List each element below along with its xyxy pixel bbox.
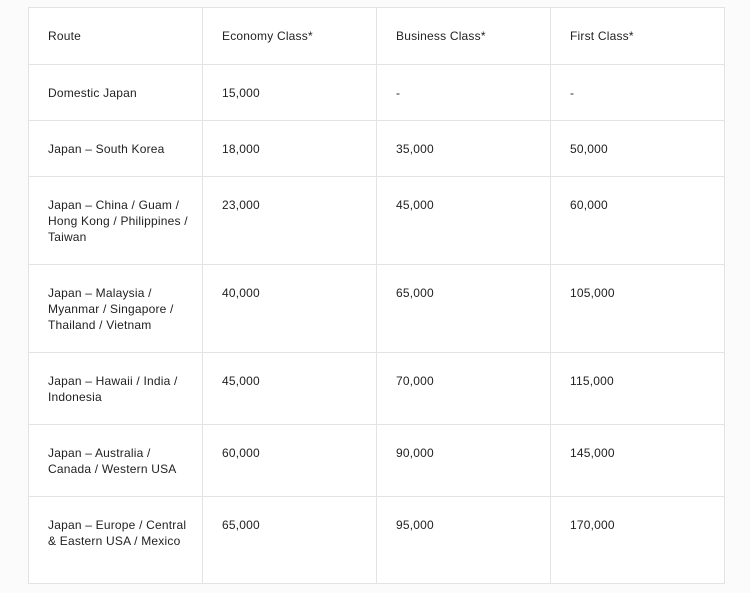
table-row (29, 265, 725, 353)
table-row (29, 65, 725, 121)
route-cell: Japan – Australia / Canada / Western USA (29, 425, 203, 497)
route-cell: Japan – South Korea (29, 121, 203, 177)
award-chart-table (28, 7, 725, 584)
header-economy-class: Economy Class* (203, 8, 377, 65)
route-cell: Japan – Europe / Central & Eastern USA / Mexico (29, 497, 203, 584)
table-row (29, 353, 725, 425)
route-cell: Japan – China / Guam / Hong Kong / Philippines / Taiwan (29, 177, 203, 265)
business-cell: - (377, 65, 551, 121)
economy-cell: 15,000 (203, 65, 377, 121)
first-cell: 60,000 (551, 177, 725, 265)
table-header-row (29, 8, 725, 65)
economy-cell: 18,000 (203, 121, 377, 177)
business-cell: 70,000 (377, 353, 551, 425)
route-cell: Japan – Hawaii / India / Indonesia (29, 353, 203, 425)
business-cell: 90,000 (377, 425, 551, 497)
economy-cell: 60,000 (203, 425, 377, 497)
economy-cell: 45,000 (203, 353, 377, 425)
business-cell: 95,000 (377, 497, 551, 584)
table-row (29, 121, 725, 177)
first-cell: 50,000 (551, 121, 725, 177)
first-cell: 115,000 (551, 353, 725, 425)
table-row (29, 497, 725, 584)
header-business-class: Business Class* (377, 8, 551, 65)
table-row (29, 425, 725, 497)
business-cell: 35,000 (377, 121, 551, 177)
route-cell: Domestic Japan (29, 65, 203, 121)
header-route: Route (29, 8, 203, 65)
first-cell: 170,000 (551, 497, 725, 584)
business-cell: 45,000 (377, 177, 551, 265)
economy-cell: 23,000 (203, 177, 377, 265)
table-row (29, 177, 725, 265)
header-first-class: First Class* (551, 8, 725, 65)
economy-cell: 40,000 (203, 265, 377, 353)
first-cell: 145,000 (551, 425, 725, 497)
route-cell: Japan – Malaysia / Myanmar / Singapore / Thailand / Vietnam (29, 265, 203, 353)
business-cell: 65,000 (377, 265, 551, 353)
economy-cell: 65,000 (203, 497, 377, 584)
award-chart-table-container (28, 7, 724, 584)
first-cell: - (551, 65, 725, 121)
first-cell: 105,000 (551, 265, 725, 353)
